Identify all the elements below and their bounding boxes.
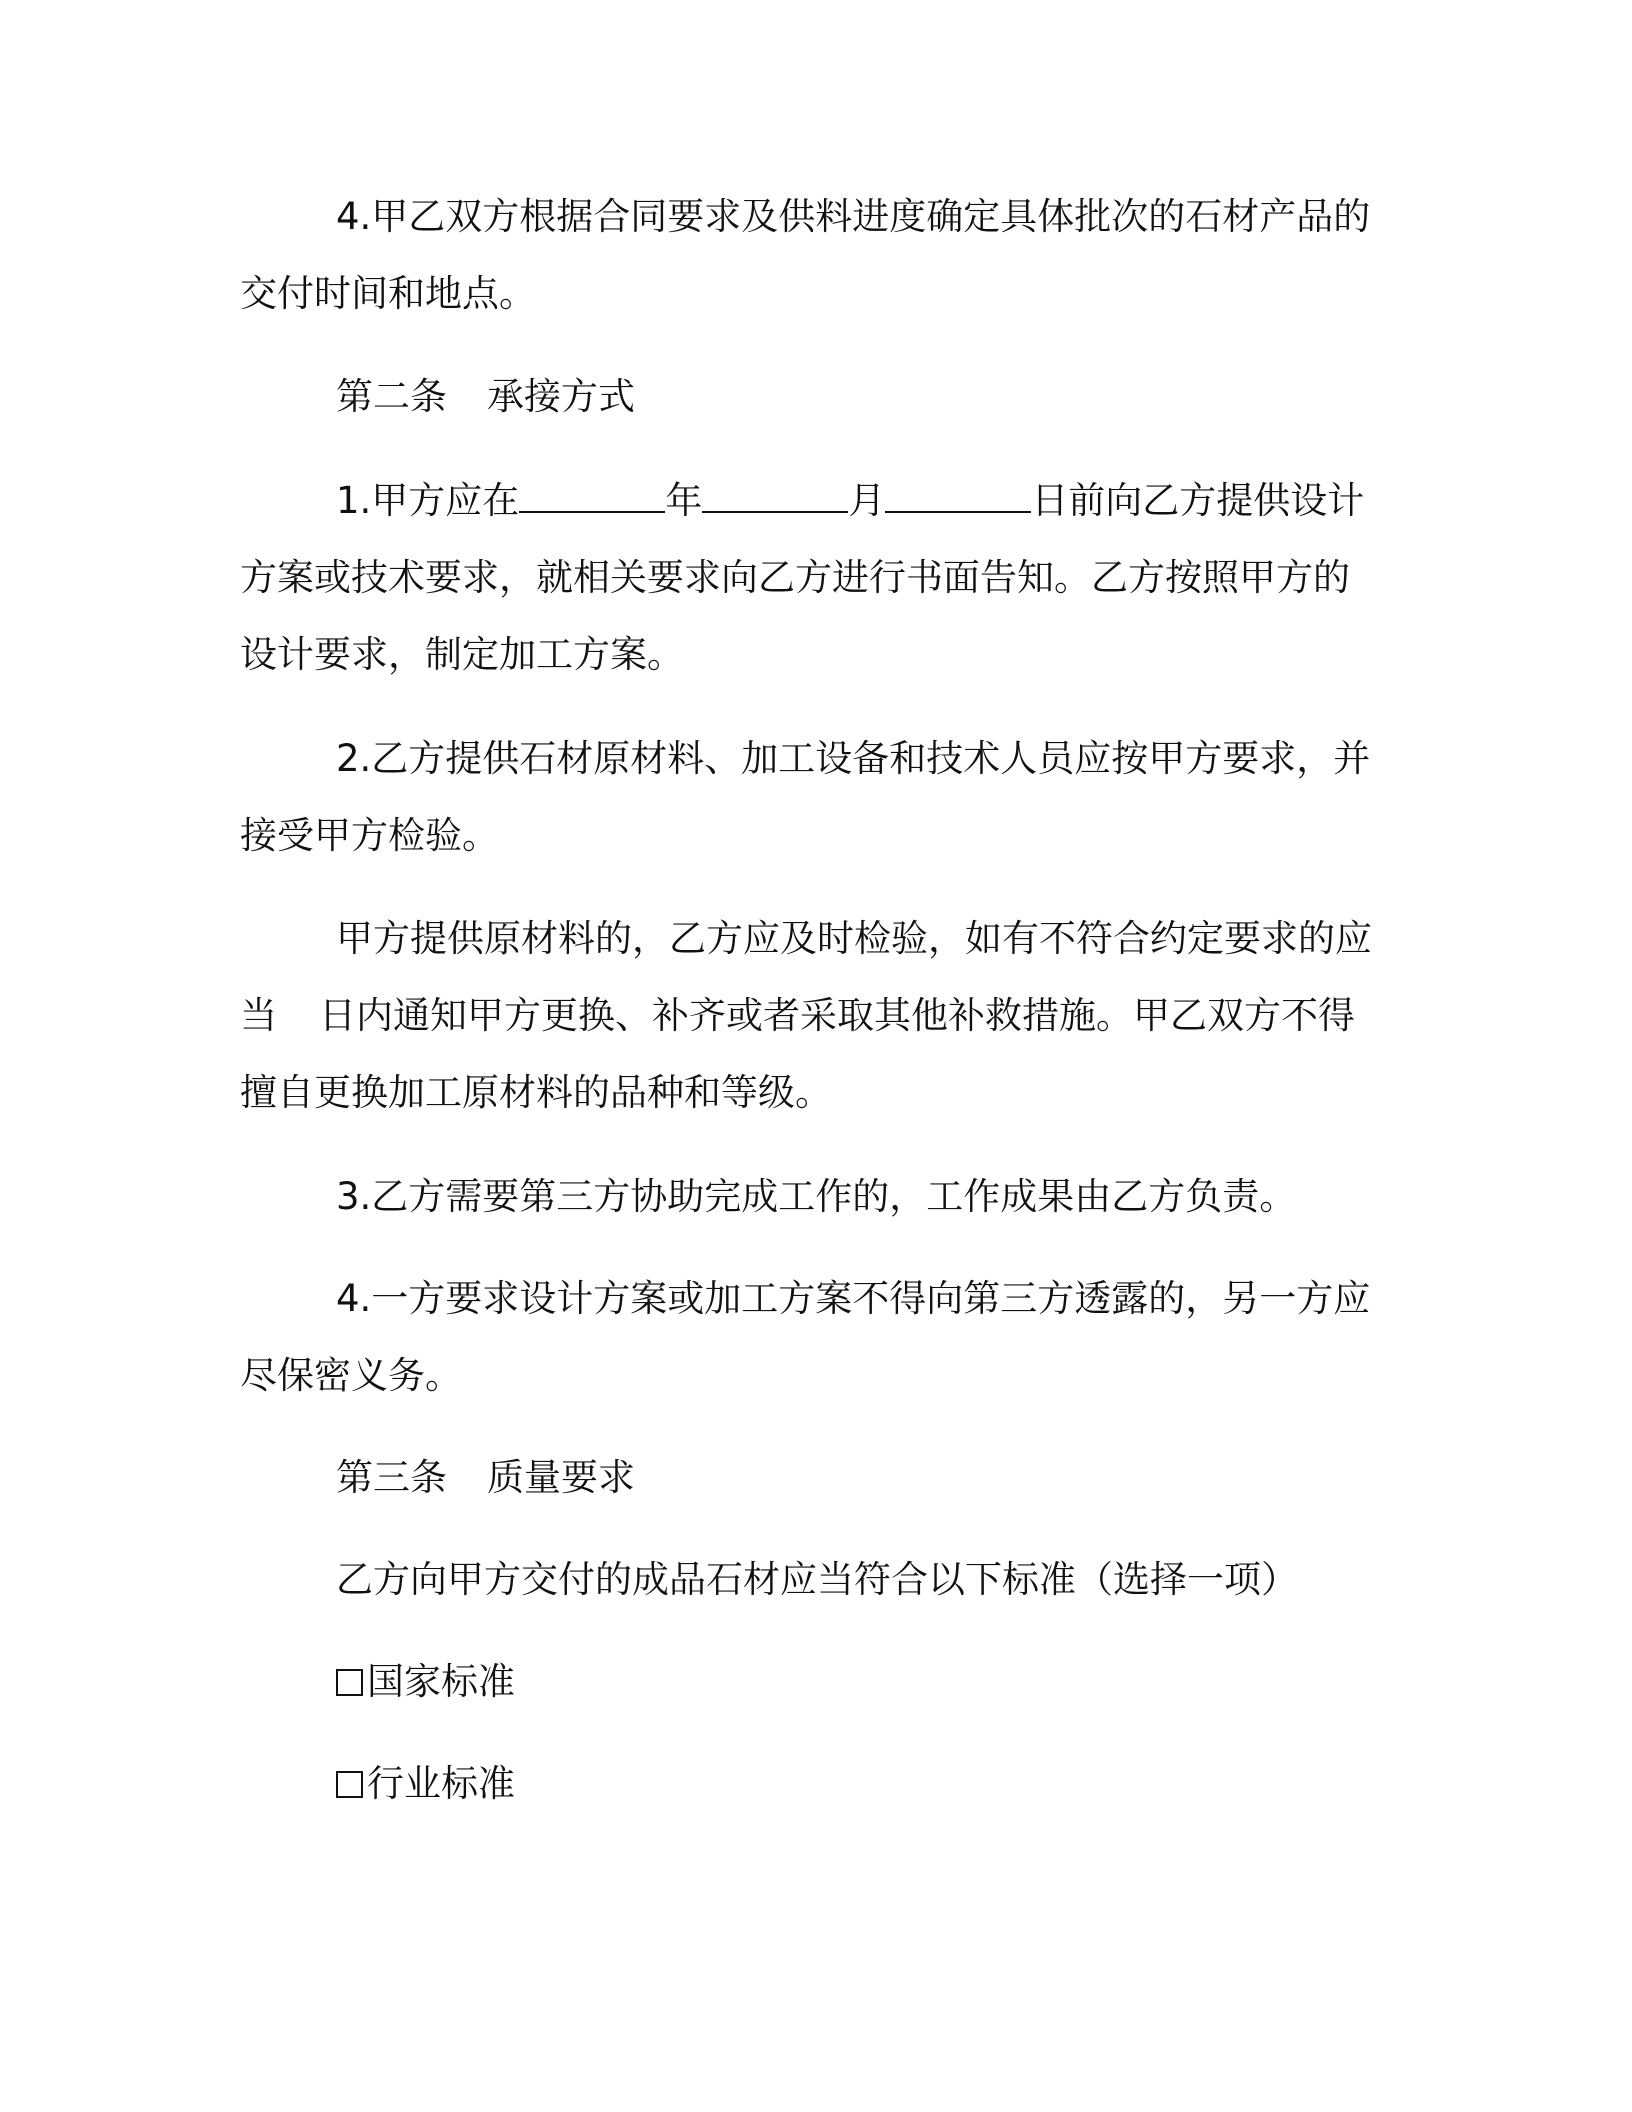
text-line: 4.一方要求设计方案或加工方案不得向第三方透露的，另一方应 <box>336 1277 1371 1320</box>
text-line: 接受甲方检验。 <box>240 814 499 857</box>
day-blank <box>885 481 1031 513</box>
checkbox-icon[interactable] <box>336 1771 363 1798</box>
text-line: 尽保密义务。 <box>240 1354 462 1397</box>
paragraph-item-2-note <box>240 900 1372 1131</box>
text-segment: 年 <box>665 479 703 522</box>
text-segment: 月 <box>848 479 886 522</box>
checkbox-icon[interactable] <box>336 1669 363 1696</box>
text-line: 4.甲乙双方根据合同要求及供料进度确定具体批次的石材产品的 <box>336 195 1371 238</box>
article-title: 质量要求 <box>487 1456 635 1499</box>
article-number: 第二条 <box>336 375 447 418</box>
text-segment: 日内通知甲方更换、补齐或者采取其他补救措施。甲乙双方不得 <box>319 994 1355 1037</box>
text-line: 方案或技术要求，就相关要求向乙方进行书面告知。乙方按照甲方的 <box>240 556 1350 599</box>
paragraph-item-2 <box>240 720 1372 874</box>
quality-option-industry[interactable] <box>240 1745 1372 1822</box>
quality-intro <box>240 1541 1372 1618</box>
text-line: 设计要求，制定加工方案。 <box>240 633 684 676</box>
paragraph-item-4 <box>240 1260 1372 1414</box>
text-line: 3.乙方需要第三方协助完成工作的，工作成果由乙方负责。 <box>336 1175 1297 1218</box>
text-line: 甲方提供原材料的，乙方应及时检验，如有不符合约定要求的应 <box>336 917 1372 960</box>
text-line: 2.乙方提供石材原材料、加工设备和技术人员应按甲方要求，并 <box>336 737 1371 780</box>
year-blank <box>519 481 665 513</box>
text-line: 乙方向甲方交付的成品石材应当符合以下标准（选择一项） <box>336 1558 1298 1601</box>
paragraph-item-3 <box>240 1158 1372 1235</box>
option-label: 国家标准 <box>367 1660 515 1703</box>
quality-option-national[interactable] <box>240 1643 1372 1720</box>
text-line: 擅自更换加工原材料的品种和等级。 <box>240 1071 832 1114</box>
text-segment: 日前向乙方提供设计 <box>1031 479 1365 522</box>
text-line: 交付时间和地点。 <box>240 272 536 315</box>
paragraph-item-1 <box>240 462 1372 693</box>
article-3-heading <box>240 1439 1372 1516</box>
option-label: 行业标准 <box>367 1762 515 1805</box>
article-title: 承接方式 <box>487 375 635 418</box>
article-number: 第三条 <box>336 1456 447 1499</box>
text-segment: 当 <box>240 994 277 1037</box>
paragraph-delivery-time <box>240 178 1372 332</box>
article-2-heading <box>240 358 1372 435</box>
text-segment: 1.甲方应在 <box>336 479 520 522</box>
month-blank <box>702 481 848 513</box>
